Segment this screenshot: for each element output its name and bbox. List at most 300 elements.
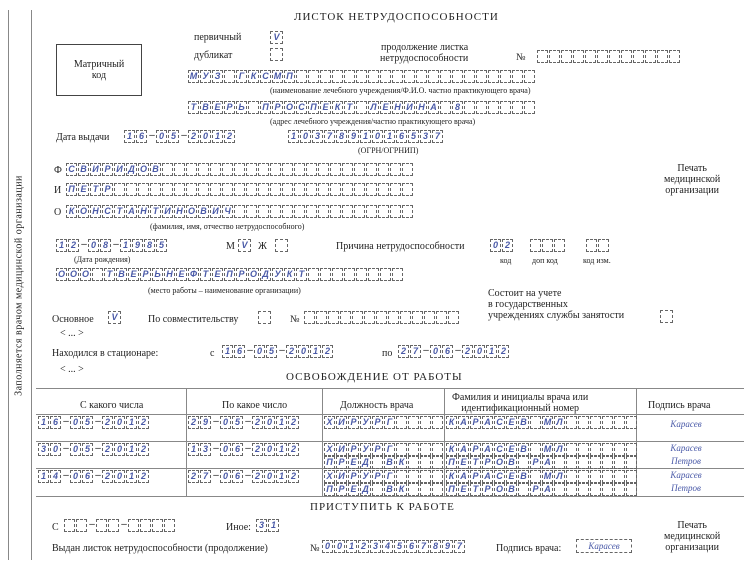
char-cell: 0 (114, 443, 125, 456)
char-cell: К (332, 101, 343, 114)
doctor-sig-label: Подпись врача: (496, 543, 562, 554)
char-cell (296, 70, 307, 83)
char-cell (328, 311, 339, 324)
char-cell: Т (150, 205, 161, 218)
male-checkbox[interactable]: V (238, 239, 251, 252)
char-cell: У (360, 470, 371, 483)
char-cell: 2 (288, 470, 299, 483)
char-cell: 1 (276, 470, 287, 483)
char-cell: Л (368, 101, 379, 114)
date-separator: – (95, 416, 101, 427)
date-separator: – (181, 130, 187, 141)
char-cell: 0 (114, 416, 125, 429)
char-cell: Р (530, 483, 541, 496)
char-cell: 0 (200, 130, 211, 143)
release-row-cells[interactable] (446, 456, 638, 470)
char-cell (432, 443, 443, 456)
char-cell: П (324, 483, 335, 496)
char-cell (372, 483, 383, 496)
char-cell (566, 470, 577, 483)
char-cell: К (66, 205, 77, 218)
char-cell (566, 483, 577, 496)
stamp-top: Печать медицинской организации (664, 163, 721, 196)
return-date-cells[interactable] (64, 519, 176, 533)
char-cell: Д (126, 163, 137, 176)
char-cell: 3 (38, 443, 49, 456)
char-cell: Д (260, 268, 271, 281)
char-cell: 2 (102, 416, 113, 429)
other-code-cells[interactable] (256, 519, 280, 533)
char-cell: 6 (232, 470, 243, 483)
surname-label: Ф (54, 165, 62, 176)
date-separator: – (279, 345, 285, 356)
char-cell: С (260, 70, 271, 83)
release-row-cells[interactable] (188, 443, 300, 457)
char-cell: А (458, 470, 469, 483)
char-cell: 0 (372, 130, 383, 143)
char-cell (530, 470, 541, 483)
char-cell: О (187, 206, 195, 216)
char-cell (356, 101, 367, 114)
char-cell (366, 183, 377, 196)
char-cell: И (336, 416, 347, 429)
release-row-cells[interactable] (38, 416, 150, 430)
char-cell: Р (102, 183, 113, 196)
char-cell (152, 519, 163, 532)
char-cell: 8 (430, 540, 441, 553)
char-cell: Ь (236, 101, 247, 114)
char-cell: 1 (310, 345, 321, 358)
char-cell: 3 (312, 130, 323, 143)
char-cell (356, 70, 367, 83)
char-cell: С (494, 470, 505, 483)
release-row-cells[interactable] (188, 470, 300, 484)
char-cell (388, 311, 399, 324)
char-cell (222, 163, 233, 176)
char-cell (330, 163, 341, 176)
char-cell (512, 101, 523, 114)
char-cell (234, 163, 245, 176)
char-cell (633, 50, 644, 63)
reason-extra-cells[interactable] (530, 239, 566, 253)
other-label: Иное: (226, 522, 251, 533)
issue-date-cells[interactable] (124, 130, 236, 144)
char-cell (258, 183, 269, 196)
release-row-cells[interactable] (38, 443, 150, 457)
issued-label: Выдан листок нетрудоспособности (продолжение) (52, 543, 268, 554)
char-cell (408, 456, 419, 469)
char-cell: 0 (220, 470, 231, 483)
char-cell: У (200, 70, 211, 83)
char-cell (186, 163, 197, 176)
char-cell: 2 (288, 443, 299, 456)
issued-number-cells[interactable] (322, 540, 466, 554)
char-cell: 8 (336, 130, 347, 143)
char-cell: К (446, 416, 457, 429)
char-cell: Р (470, 416, 481, 429)
char-cell (578, 483, 589, 496)
more-indicator-2: < ... > (60, 364, 84, 375)
release-row-cells[interactable] (324, 443, 444, 457)
char-cell: П (224, 268, 235, 281)
char-cell (602, 483, 613, 496)
char-cell: 0 (474, 345, 485, 358)
char-cell (368, 268, 379, 281)
release-row-cells[interactable] (324, 456, 444, 470)
date-separator: – (423, 345, 429, 356)
reason-change-caption: код изм. (583, 256, 611, 265)
patronymic-label: О (54, 207, 62, 218)
char-cell: Ч (222, 205, 233, 218)
char-cell (621, 50, 632, 63)
char-cell (573, 50, 584, 63)
hospital-to-cells[interactable] (398, 345, 510, 359)
ogrn-caption: (ОГРН/ОГРНИП) (358, 146, 419, 155)
char-cell: Е (458, 456, 469, 469)
char-cell (597, 50, 608, 63)
char-cell (432, 483, 443, 496)
char-cell: Н (416, 101, 427, 114)
char-cell: О (139, 164, 147, 174)
birth-caption: (Дата рождения) (74, 255, 131, 264)
char-cell: Л (554, 443, 565, 456)
col-from-header: С какого числа (80, 400, 144, 411)
hospital-label: Находился в стационаре: (52, 348, 159, 359)
char-cell: 2 (252, 470, 263, 483)
date-separator: – (245, 416, 251, 427)
reason-code-caption: код (500, 256, 512, 265)
char-cell (566, 456, 577, 469)
institution-cells[interactable] (188, 70, 536, 84)
char-cell (578, 443, 589, 456)
char-cell: О (495, 457, 503, 467)
char-cell (344, 70, 355, 83)
char-cell: М (543, 471, 552, 481)
char-cell (614, 470, 625, 483)
char-cell (590, 456, 601, 469)
continuation-number-sign: № (516, 52, 526, 63)
char-cell (518, 456, 529, 469)
char-cell: И (90, 163, 101, 176)
char-cell: Е (212, 101, 223, 114)
char-cell: А (482, 443, 493, 456)
char-cell: А (458, 416, 469, 429)
char-cell (246, 205, 257, 218)
char-cell: 1 (188, 443, 199, 456)
char-cell: Х (324, 416, 335, 429)
part-time-number-sign: № (290, 314, 300, 325)
char-cell: 5 (82, 416, 93, 429)
char-cell: Е (506, 470, 517, 483)
char-cell: 8 (100, 239, 111, 252)
part-time-checkbox[interactable] (258, 311, 271, 324)
char-cell: О (57, 269, 65, 279)
char-cell (224, 70, 235, 83)
col-doctor-header: Фамилия и инициалы врача или идентификационный номер (452, 392, 589, 414)
char-cell: Р (372, 416, 383, 429)
release-row-cells[interactable] (188, 416, 300, 430)
char-cell: 0 (334, 540, 345, 553)
char-cell: Т (104, 268, 115, 281)
char-cell: 0 (220, 443, 231, 456)
birth-date-cells[interactable] (56, 239, 168, 253)
char-cell: 2 (358, 540, 369, 553)
char-cell: А (458, 443, 469, 456)
release-row-cells[interactable] (324, 470, 444, 484)
char-cell: В (384, 483, 395, 496)
char-cell: Г (384, 470, 395, 483)
primary-checkbox[interactable]: V (270, 31, 283, 44)
char-cell (488, 101, 499, 114)
surname-cells[interactable] (66, 163, 414, 177)
char-cell: В (116, 268, 127, 281)
char-cell (186, 183, 197, 196)
char-cell (602, 470, 613, 483)
char-cell: А (482, 470, 493, 483)
char-cell: Т (188, 101, 199, 114)
matrix-code-box: Матричный код (56, 44, 142, 96)
char-cell (626, 470, 637, 483)
date-separator: – (245, 470, 251, 481)
char-cell (432, 416, 443, 429)
female-checkbox[interactable] (275, 239, 288, 252)
release-row-cells[interactable] (324, 416, 444, 430)
char-cell (586, 239, 597, 252)
char-cell: Р (482, 483, 493, 496)
release-row-cells[interactable] (446, 470, 638, 484)
employment-registered-checkbox[interactable] (660, 310, 673, 323)
char-cell: Н (174, 205, 185, 218)
name-cells[interactable] (66, 183, 414, 197)
part-time-label: По совместительству (148, 314, 239, 325)
char-cell (270, 163, 281, 176)
char-cell (420, 443, 431, 456)
char-cell: Е (380, 101, 391, 114)
release-row-cells[interactable] (446, 483, 638, 497)
date-separator: – (121, 519, 127, 530)
char-cell: 1 (124, 130, 135, 143)
char-cell (590, 483, 601, 496)
char-cell (198, 163, 209, 176)
char-cell: Е (348, 456, 359, 469)
char-cell: 2 (224, 130, 235, 143)
char-cell (626, 416, 637, 429)
char-cell (258, 205, 269, 218)
char-cell: К (248, 70, 259, 83)
char-cell: А (542, 456, 553, 469)
char-cell (524, 101, 535, 114)
char-cell: 2 (322, 345, 333, 358)
char-cell: К (446, 443, 457, 456)
char-cell: А (482, 416, 493, 429)
char-cell: Е (176, 268, 187, 281)
char-cell (590, 443, 601, 456)
char-cell: У (272, 268, 283, 281)
char-cell: 1 (56, 239, 67, 252)
char-cell: 2 (68, 239, 79, 252)
reason-code-cells[interactable] (490, 239, 514, 253)
char-cell: 1 (212, 130, 223, 143)
char-cell (400, 311, 411, 324)
ogrn-cells[interactable] (288, 130, 444, 144)
char-cell (614, 443, 625, 456)
char-cell (602, 443, 613, 456)
person-caption: (фамилия, имя, отчество нетрудоспособного) (150, 222, 305, 231)
char-cell: 2 (502, 239, 513, 252)
char-cell (452, 70, 463, 83)
char-cell: 5 (394, 540, 405, 553)
char-cell: 5 (266, 345, 277, 358)
char-cell (420, 483, 431, 496)
char-cell: П (446, 483, 457, 496)
col-signature-header: Подпись врача (648, 400, 711, 411)
char-cell: 7 (324, 130, 335, 143)
char-cell (578, 470, 589, 483)
char-cell: 0 (322, 540, 333, 553)
hospital-from-label: с (210, 348, 215, 359)
char-cell (602, 416, 613, 429)
form-left-border (31, 10, 32, 560)
char-cell (392, 70, 403, 83)
char-cell (316, 311, 327, 324)
char-cell (404, 70, 415, 83)
main-job-checkbox[interactable]: V (108, 311, 121, 324)
char-cell (542, 239, 553, 252)
char-cell: Е (128, 268, 139, 281)
char-cell (476, 101, 487, 114)
char-cell (344, 268, 355, 281)
char-cell: Р (348, 443, 359, 456)
char-cell: В (200, 101, 211, 114)
date-separator: – (149, 130, 155, 141)
continuation-number-cells[interactable] (537, 50, 681, 64)
char-cell: 2 (462, 345, 473, 358)
char-cell (354, 205, 365, 218)
char-cell (578, 416, 589, 429)
reason-change-cells[interactable] (586, 239, 610, 253)
char-cell (402, 163, 413, 176)
char-cell: 2 (252, 443, 263, 456)
char-cell (222, 183, 233, 196)
char-cell: С (494, 416, 505, 429)
char-cell (308, 70, 319, 83)
char-cell (614, 456, 625, 469)
char-cell: 5 (232, 416, 243, 429)
char-cell: П (284, 70, 295, 83)
char-cell: Д (360, 483, 371, 496)
date-separator: – (95, 470, 101, 481)
char-cell: Р (372, 470, 383, 483)
char-cell (368, 70, 379, 83)
char-cell (412, 311, 423, 324)
char-cell: 0 (264, 443, 275, 456)
patronymic-cells[interactable] (66, 205, 414, 219)
continuation-label: продолжение листка нетрудоспособности (380, 42, 469, 64)
char-cell (354, 183, 365, 196)
char-cell (128, 519, 139, 532)
char-cell: Р (102, 163, 113, 176)
stamp-bottom: Печать медицинской организации (664, 520, 721, 553)
release-row-cells[interactable] (446, 416, 638, 430)
address-cells[interactable] (188, 101, 536, 115)
duplicate-checkbox[interactable] (270, 48, 283, 61)
char-cell: И (210, 205, 221, 218)
release-row-cells[interactable] (324, 483, 444, 497)
char-cell: М (189, 71, 198, 81)
char-cell: Н (392, 101, 403, 114)
char-cell (234, 183, 245, 196)
char-cell (354, 163, 365, 176)
col-to-header: По какое число (222, 400, 288, 411)
char-cell: С (494, 443, 505, 456)
char-cell: О (249, 269, 257, 279)
char-cell: 7 (454, 540, 465, 553)
char-cell: К (396, 483, 407, 496)
char-cell (396, 470, 407, 483)
char-cell (518, 483, 529, 496)
char-cell: Р (530, 456, 541, 469)
char-cell (96, 519, 107, 532)
char-cell (554, 239, 565, 252)
char-cell: Т (200, 268, 211, 281)
char-cell: В (506, 456, 517, 469)
char-cell: 2 (138, 416, 149, 429)
char-cell: 0 (88, 239, 99, 252)
part-time-number-cells[interactable] (304, 311, 460, 325)
address-caption: (адрес лечебного учреждения/частно практикующего врача) (270, 117, 476, 126)
char-cell: Р (470, 470, 481, 483)
hospital-from-cells[interactable] (222, 345, 334, 359)
doctor-sig-box[interactable]: Карасев (576, 539, 632, 553)
char-cell (378, 183, 389, 196)
char-cell (304, 311, 315, 324)
char-cell (408, 443, 419, 456)
char-cell: 0 (430, 345, 441, 358)
char-cell (378, 205, 389, 218)
char-cell: Р (348, 416, 359, 429)
char-cell (524, 70, 535, 83)
workplace-cells[interactable] (56, 268, 404, 282)
char-cell (270, 183, 281, 196)
char-cell: Е (348, 483, 359, 496)
issue-date-label: Дата выдачи (56, 132, 110, 143)
char-cell (561, 50, 572, 63)
char-cell: 3 (420, 130, 431, 143)
char-cell: П (66, 183, 77, 196)
side-border (8, 10, 10, 560)
char-cell: О (69, 269, 77, 279)
char-cell (440, 70, 451, 83)
char-cell (372, 456, 383, 469)
date-separator: – (247, 345, 253, 356)
char-cell: 2 (498, 345, 509, 358)
char-cell (138, 183, 149, 196)
char-cell: Е (212, 268, 223, 281)
char-cell: 2 (252, 416, 263, 429)
char-cell (92, 268, 103, 281)
char-cell (626, 443, 637, 456)
char-cell: Р (236, 268, 247, 281)
char-cell: В (150, 163, 161, 176)
char-cell (416, 70, 427, 83)
doctor-signature: Карасев (670, 470, 702, 480)
char-cell: 6 (396, 130, 407, 143)
release-row-cells[interactable] (446, 443, 638, 457)
release-row-cells[interactable] (38, 470, 150, 484)
char-cell: 2 (188, 416, 199, 429)
institution-caption: (наименование лечебного учреждения/Ф.И.О. частно практикующего врача) (270, 86, 531, 95)
primary-label: первичный (194, 32, 242, 43)
